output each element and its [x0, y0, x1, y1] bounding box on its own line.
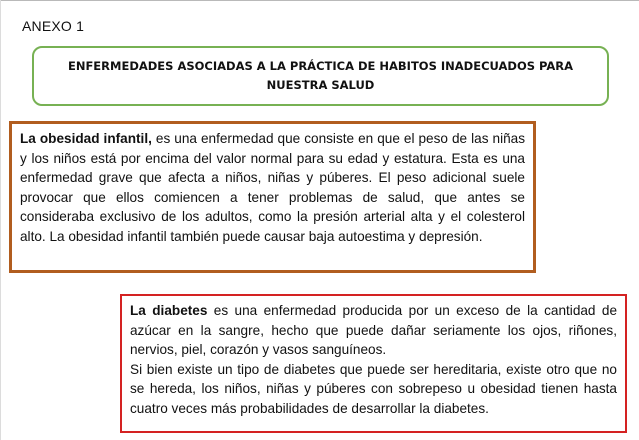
- diabetes-term: La diabetes: [130, 303, 208, 318]
- title-box: [32, 46, 609, 106]
- diabetes-paragraph-2: Si bien existe un tipo de diabetes que puede ser hereditaria, existe otro que no se hereda, los niños, niñas y púberes con sobrepeso u obesidad tienen hasta cuatro veces más probabilidades de desarrollar la diabetes.: [130, 361, 617, 416]
- diabetes-box: [120, 294, 627, 433]
- obesity-text: es una enfermedad que consiste en que el peso de las niñas y los niños está por encima del valor normal para su edad y estatura. Esta es una enfermedad grave que afecta a niños, niñas y púberes. El peso adicional suele provocar que ellos comiencen a tener problemas de salud, que antes se consideraba exclusivo de los adultos, como la presión arterial alta y el colesterol alto. La obesidad infantil también puede causar baja autoestima y depresión.: [20, 131, 525, 244]
- page-left-border: [0, 0, 1, 440]
- title-line-1: ENFERMEDADES ASOCIADAS A LA PRÁCTICA DE HABITOS INADECUADOS PARA: [67, 59, 574, 73]
- title-line-2: NUESTRA SALUD: [266, 78, 375, 92]
- annex-label: ANEXO 1: [22, 18, 85, 34]
- obesity-term: La obesidad infantil,: [20, 131, 152, 146]
- diabetes-text: es una enfermedad producida por un exceso de la cantidad de azúcar en la sangre, hecho que puede dañar seriamente los ojos, riñones, nervios, piel, corazón y vasos sanguíneos.: [130, 303, 617, 357]
- obesity-box: [9, 121, 536, 273]
- page-top-border: [0, 0, 639, 1]
- obesity-paragraph: [20, 129, 525, 246]
- page-title: [61, 57, 581, 95]
- diabetes-paragraph: [130, 301, 617, 360]
